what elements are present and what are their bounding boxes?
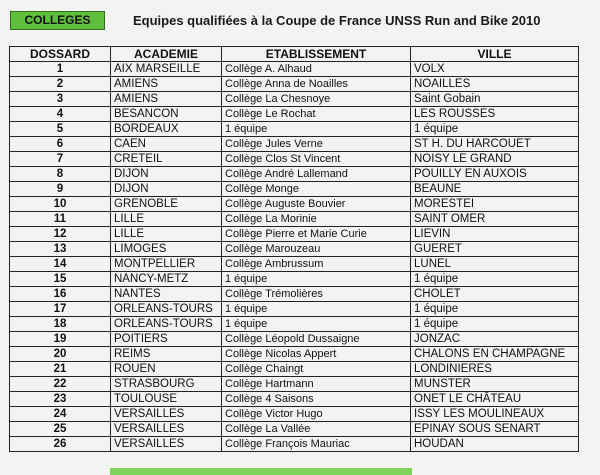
header-dossard: DOSSARD [10,47,111,62]
dossard-cell: 5 [10,122,111,137]
table-row [10,422,579,437]
etablissement-cell: 1 équipe [222,302,411,317]
etablissement-cell: Collège Clos St Vincent [222,152,411,167]
academie-cell: NANCY-METZ [111,272,222,287]
ville-cell: BEAUNE [411,182,579,197]
dossard-cell: 13 [10,242,111,257]
ville-cell: EPINAY SOUS SENART [411,422,579,437]
dossard-cell: 2 [10,77,111,92]
header-ville: VILLE [411,47,579,62]
ville-cell: LIEVIN [411,227,579,242]
academie-cell: ROUEN [111,362,222,377]
dossard-cell: 1 [10,62,111,77]
etablissement-cell: Collège Nicolas Appert [222,347,411,362]
ville-cell: MUNSTER [411,377,579,392]
academie-cell: POITIERS [111,332,222,347]
dossard-cell: 15 [10,272,111,287]
etablissement-cell: 1 équipe [222,122,411,137]
dossard-cell: 8 [10,167,111,182]
academie-cell: AIX MARSEILLE [111,62,222,77]
ville-cell: GUERET [411,242,579,257]
etablissement-cell: Collège Monge [222,182,411,197]
dossard-cell: 23 [10,392,111,407]
ville-cell: LUNEL [411,257,579,272]
etablissement-cell: Collège A. Alhaud [222,62,411,77]
academie-cell: CAEN [111,137,222,152]
table-row [10,212,579,227]
table-row [10,317,579,332]
ville-cell: Saint Gobain [411,92,579,107]
dossard-cell: 22 [10,377,111,392]
table-row [10,407,579,422]
academie-cell: GRENOBLE [111,197,222,212]
table-row [10,287,579,302]
dossard-cell: 3 [10,92,111,107]
dossard-cell: 21 [10,362,111,377]
dossard-cell: 20 [10,347,111,362]
dossard-cell: 4 [10,107,111,122]
table-row [10,122,579,137]
table-row [10,152,579,167]
ville-cell: JONZAC [411,332,579,347]
etablissement-cell: 1 équipe [222,317,411,332]
academie-cell: NANTES [111,287,222,302]
etablissement-cell: Collège Chaingt [222,362,411,377]
etablissement-cell: Collège 4 Saisons [222,392,411,407]
etablissement-cell: Collège Victor Hugo [222,407,411,422]
dossard-cell: 19 [10,332,111,347]
dossard-cell: 12 [10,227,111,242]
academie-cell: BORDEAUX [111,122,222,137]
page-title: Equipes qualifiées à la Coupe de France UNSS Run and Bike 2010 [133,13,541,28]
etablissement-cell: Collège La Vallée [222,422,411,437]
academie-cell: LILLE [111,227,222,242]
table-row [10,347,579,362]
etablissement-cell: Collège Trémolières [222,287,411,302]
table-row [10,377,579,392]
etablissement-cell: Collège Marouzeau [222,242,411,257]
etablissement-cell: Collège Hartmann [222,377,411,392]
table-row [10,92,579,107]
academie-cell: ORLEANS-TOURS [111,317,222,332]
dossard-cell: 11 [10,212,111,227]
table-row [10,182,579,197]
ville-cell: VOLX [411,62,579,77]
dossard-cell: 24 [10,407,111,422]
academie-cell: LIMOGES [111,242,222,257]
table-row [10,332,579,347]
academie-cell: REIMS [111,347,222,362]
ville-cell: POUILLY EN AUXOIS [411,167,579,182]
table-body [10,62,579,452]
etablissement-cell: Collège André Lallemand [222,167,411,182]
etablissement-cell: Collège François Mauriac [222,437,411,452]
table-row [10,392,579,407]
ville-cell: MORESTEI [411,197,579,212]
ville-cell: CHALONS EN CHAMPAGNE [411,347,579,362]
table-row [10,437,579,452]
ville-cell: 1 équipe [411,302,579,317]
dossard-cell: 7 [10,152,111,167]
dossard-cell: 18 [10,317,111,332]
dossard-cell: 26 [10,437,111,452]
ville-cell: SAINT OMER [411,212,579,227]
table-row [10,242,579,257]
ville-cell: LES ROUSSES [411,107,579,122]
dossard-cell: 16 [10,287,111,302]
table-row [10,62,579,77]
dossard-cell: 9 [10,182,111,197]
dossard-cell: 14 [10,257,111,272]
ville-cell: NOAILLES [411,77,579,92]
ville-cell: CHOLET [411,287,579,302]
dossard-cell: 25 [10,422,111,437]
etablissement-cell: Collège Le Rochat [222,107,411,122]
academie-cell: DIJON [111,167,222,182]
academie-cell: MONTPELLIER [111,257,222,272]
academie-cell: BESANCON [111,107,222,122]
table-row [10,77,579,92]
ville-cell: ONET LE CHÂTEAU [411,392,579,407]
ville-cell: ST H. DU HARCOUET [411,137,579,152]
ville-cell: 1 équipe [411,122,579,137]
header-etablissement: ETABLISSEMENT [222,47,411,62]
ville-cell: HOUDAN [411,437,579,452]
academie-cell: VERSAILLES [111,422,222,437]
ville-cell: NOISY LE GRAND [411,152,579,167]
ville-cell: LONDINIERES [411,362,579,377]
table-row [10,197,579,212]
academie-cell: AMIENS [111,77,222,92]
etablissement-cell: Collège La Morinie [222,212,411,227]
table-row [10,167,579,182]
etablissement-cell: Collège Ambrussum [222,257,411,272]
table-row [10,302,579,317]
academie-cell: AMIENS [111,92,222,107]
bottom-green-bar [110,468,412,475]
etablissement-cell: Collège Jules Verne [222,137,411,152]
etablissement-cell: Collège Pierre et Marie Curie [222,227,411,242]
header-academie: ACADEMIE [111,47,222,62]
academie-cell: VERSAILLES [111,407,222,422]
etablissement-cell: 1 équipe [222,272,411,287]
academie-cell: ORLEANS-TOURS [111,302,222,317]
etablissement-cell: Collège Anna de Noailles [222,77,411,92]
dossard-cell: 6 [10,137,111,152]
table-row [10,362,579,377]
academie-cell: CRETEIL [111,152,222,167]
academie-cell: STRASBOURG [111,377,222,392]
table-row [10,137,579,152]
academie-cell: LILLE [111,212,222,227]
table-row [10,272,579,287]
table-header-row [10,47,579,62]
etablissement-cell: Collège Auguste Bouvier [222,197,411,212]
etablissement-cell: Collège Léopold Dussaigne [222,332,411,347]
colleges-badge: COLLEGES [10,11,105,30]
table-row [10,257,579,272]
dossard-cell: 10 [10,197,111,212]
qualified-teams-table [9,46,579,452]
academie-cell: VERSAILLES [111,437,222,452]
ville-cell: 1 équipe [411,317,579,332]
etablissement-cell: Collège La Chesnoye [222,92,411,107]
ville-cell: 1 équipe [411,272,579,287]
table-row [10,107,579,122]
academie-cell: DIJON [111,182,222,197]
academie-cell: TOULOUSE [111,392,222,407]
ville-cell: ISSY LES MOULINEAUX [411,407,579,422]
table-row [10,227,579,242]
dossard-cell: 17 [10,302,111,317]
